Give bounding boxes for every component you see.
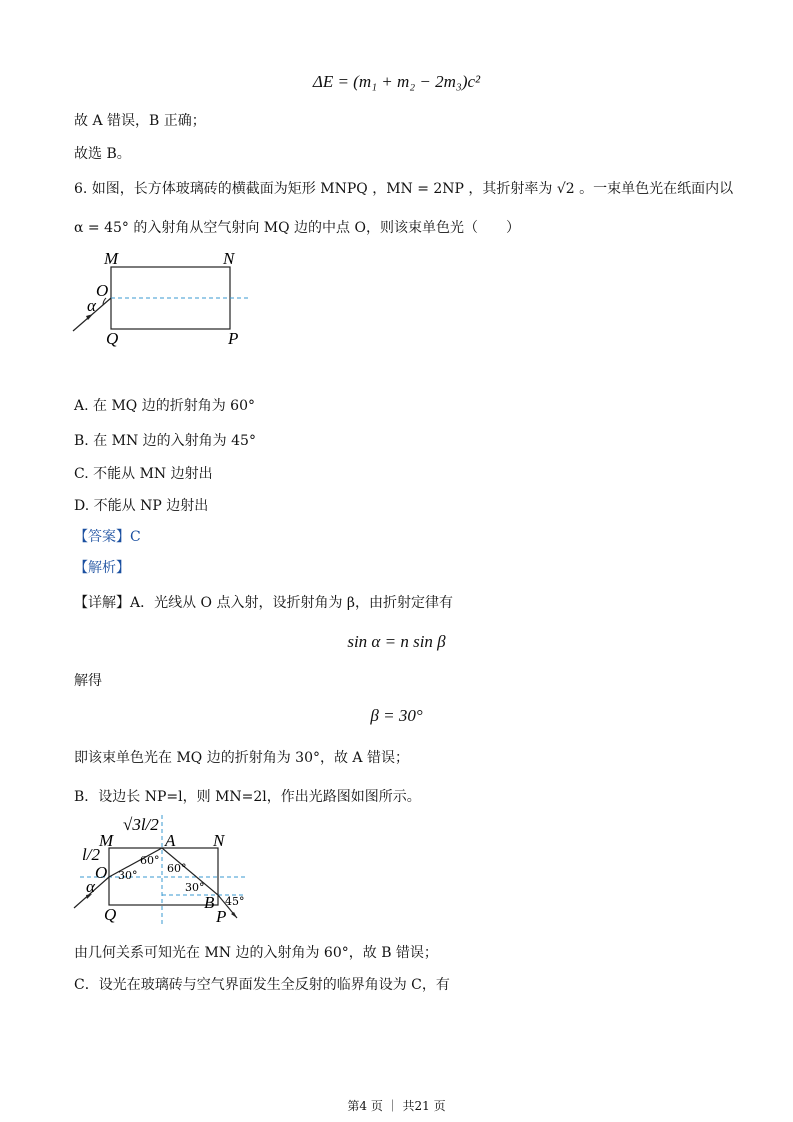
label-sqrt3l-2: √3l/2: [123, 815, 159, 834]
label-p: P: [216, 907, 227, 926]
equation-energy: ΔE = (m₁ + m₂ − 2m₃)c²: [312, 72, 481, 91]
label-alpha: α: [86, 877, 95, 896]
label-half-l: l/2: [82, 845, 100, 864]
text-line: C．设光在玻璃砖与空气界面发生全反射的临界角设为 C，有: [74, 977, 450, 993]
angle-30b: 30°: [185, 881, 205, 894]
text-line: 故 A 错误，B 正确；: [74, 113, 206, 129]
label-alpha: α: [87, 296, 96, 315]
option-c: C. 不能从 MN 边射出: [74, 466, 213, 482]
angle-60b: 60°: [167, 862, 187, 875]
text-line: 由几何关系可知光在 MN 边的入射角为 60°，故 B 错误；: [74, 945, 438, 961]
text-line: 解得: [74, 673, 102, 689]
option-d: D. 不能从 NP 边射出: [74, 498, 209, 514]
question-6-line1: 6. 如图，长方体玻璃砖的横截面为矩形 MNPQ ，MN = 2NP ，其折射率为 √2 。一束单色光在纸面内以: [74, 181, 734, 197]
page-footer: 第4 页 ｜ 共21 页: [347, 1099, 446, 1113]
label-o: O: [95, 863, 108, 882]
angle-60a: 60°: [140, 854, 160, 867]
angle-30: 30°: [118, 869, 138, 882]
detail-text: 【详解】A．光线从 O 点入射，设折射角为 β，由折射定律有: [74, 595, 454, 611]
analysis-label: 【解析】: [74, 560, 130, 576]
label-b: B: [204, 893, 215, 912]
label-q: Q: [106, 329, 119, 348]
label-p: P: [228, 329, 239, 348]
figure-1: [73, 249, 248, 348]
text-line: B．设边长 NP=l，则 MN=2l，作出光路图如图所示。: [74, 789, 421, 805]
label-n: N: [223, 249, 235, 268]
label-n: N: [213, 831, 225, 850]
label-q: Q: [104, 905, 117, 924]
option-a: A. 在 MQ 边的折射角为 60°: [74, 398, 255, 414]
angle-45: 45°: [225, 895, 245, 908]
figure-2: [74, 815, 245, 926]
equation-beta: β = 30°: [370, 706, 423, 725]
label-a: A: [165, 831, 176, 850]
question-6-line2: α = 45° 的入射角从空气射向 MQ 边的中点 O，则该束单色光（ ）: [74, 220, 520, 236]
option-b: B. 在 MN 边的入射角为 45°: [74, 433, 256, 449]
label-m: M: [99, 831, 114, 850]
label-o: O: [96, 281, 109, 300]
equation-snell: sin α = n sin β: [347, 632, 446, 651]
label-m: M: [104, 249, 119, 268]
text-line: 故选 B。: [74, 146, 131, 162]
text-line: 即该束单色光在 MQ 边的折射角为 30°，故 A 错误；: [74, 750, 409, 766]
answer-label: 【答案】C: [74, 529, 141, 545]
